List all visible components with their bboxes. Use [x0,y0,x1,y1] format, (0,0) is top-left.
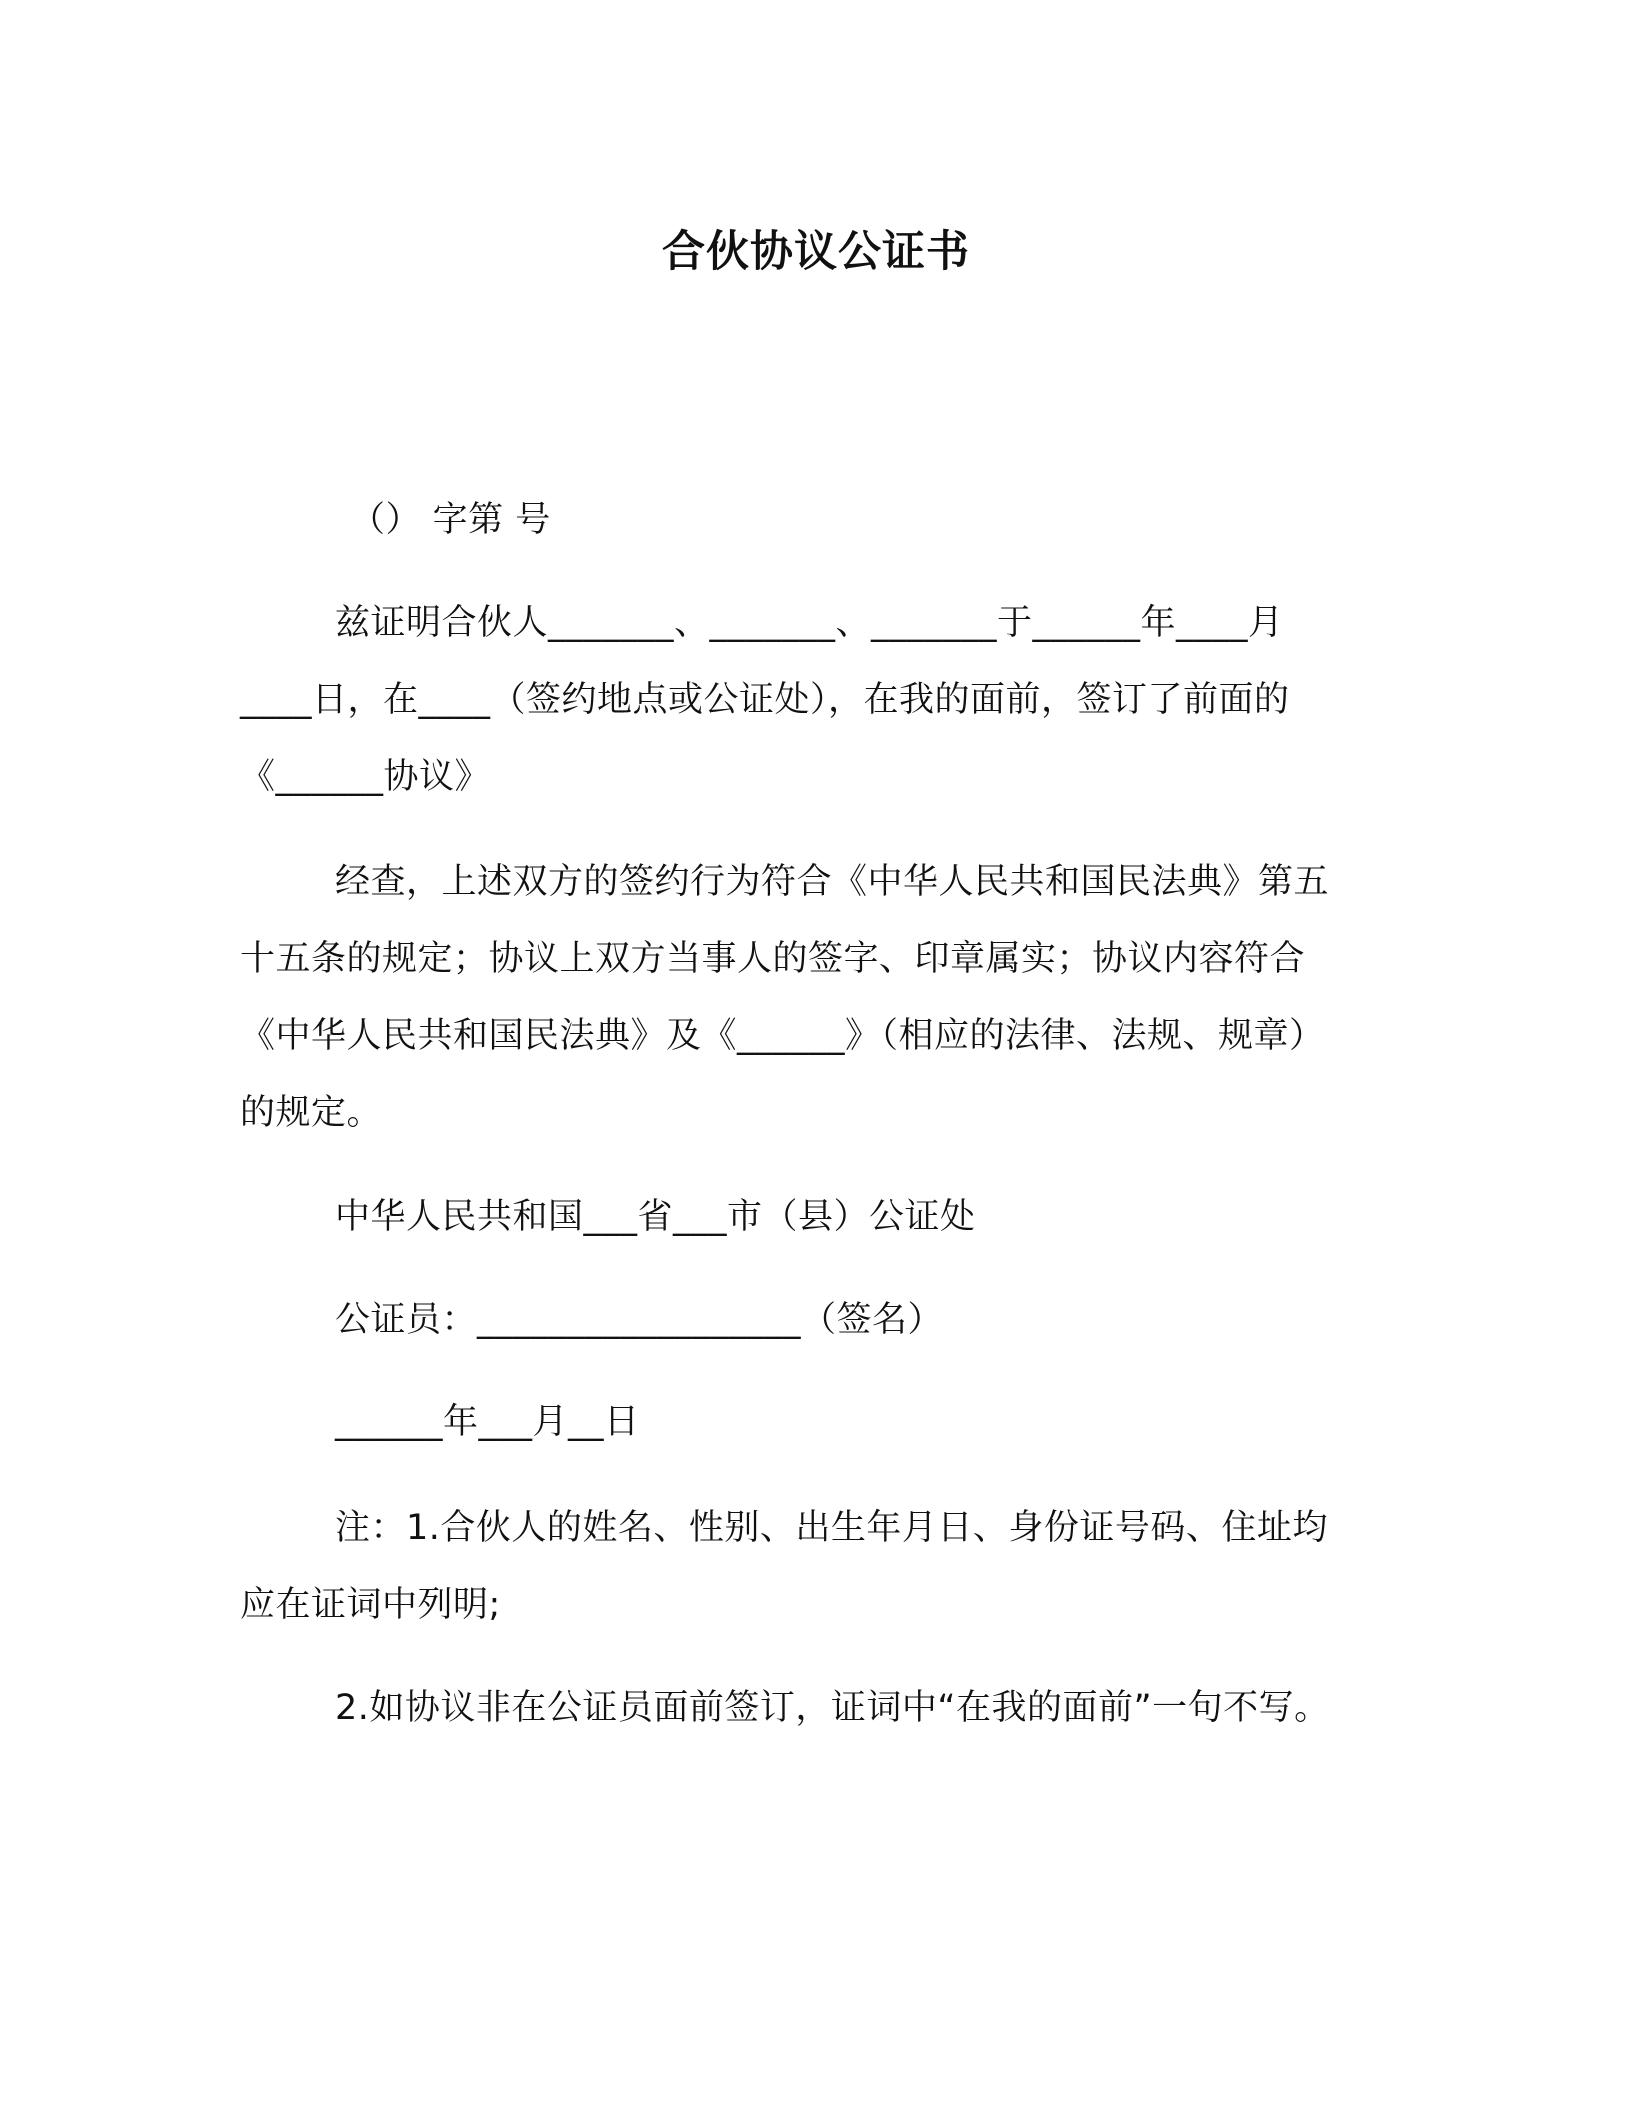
date-line: ______年___月__日 [335,1402,640,1442]
certification-paragraph-line-3: 《______协议》 [240,757,491,797]
review-paragraph-line-3: 《中华人民共和国民法典》及《______》（相应的法律、法规、规章） [240,1016,1325,1056]
review-paragraph-line-2: 十五条的规定；协议上双方当事人的签字、印章属实；协议内容符合 [240,939,1306,979]
certification-paragraph-line-2: ____日，在____（签约地点或公证处），在我的面前，签订了前面的 [240,680,1290,720]
review-paragraph-line-1: 经查，上述双方的签约行为符合《中华人民共和国民法典》第五 [335,862,1330,902]
serial-number-line: （） 字第 号 [350,500,551,540]
certification-paragraph-line-1: 兹证明合伙人_______、_______、_______于______年____月 [335,603,1284,643]
notary-signature-line: 公证员：__________________（签名） [335,1300,944,1340]
notary-office-line: 中华人民共和国___省___市（县）公证处 [335,1197,976,1237]
review-paragraph-line-4: 的规定。 [240,1093,383,1133]
note-1-line-2: 应在证词中列明; [240,1585,501,1625]
note-2-line: 2.如协议非在公证员面前签订，证词中“在我的面前”一句不写。 [335,1688,1330,1728]
document-title: 合伙协议公证书 [662,227,970,277]
note-1-line-1: 注：1.合伙人的姓名、性别、出生年月日、身份证号码、住址均 [335,1508,1328,1548]
